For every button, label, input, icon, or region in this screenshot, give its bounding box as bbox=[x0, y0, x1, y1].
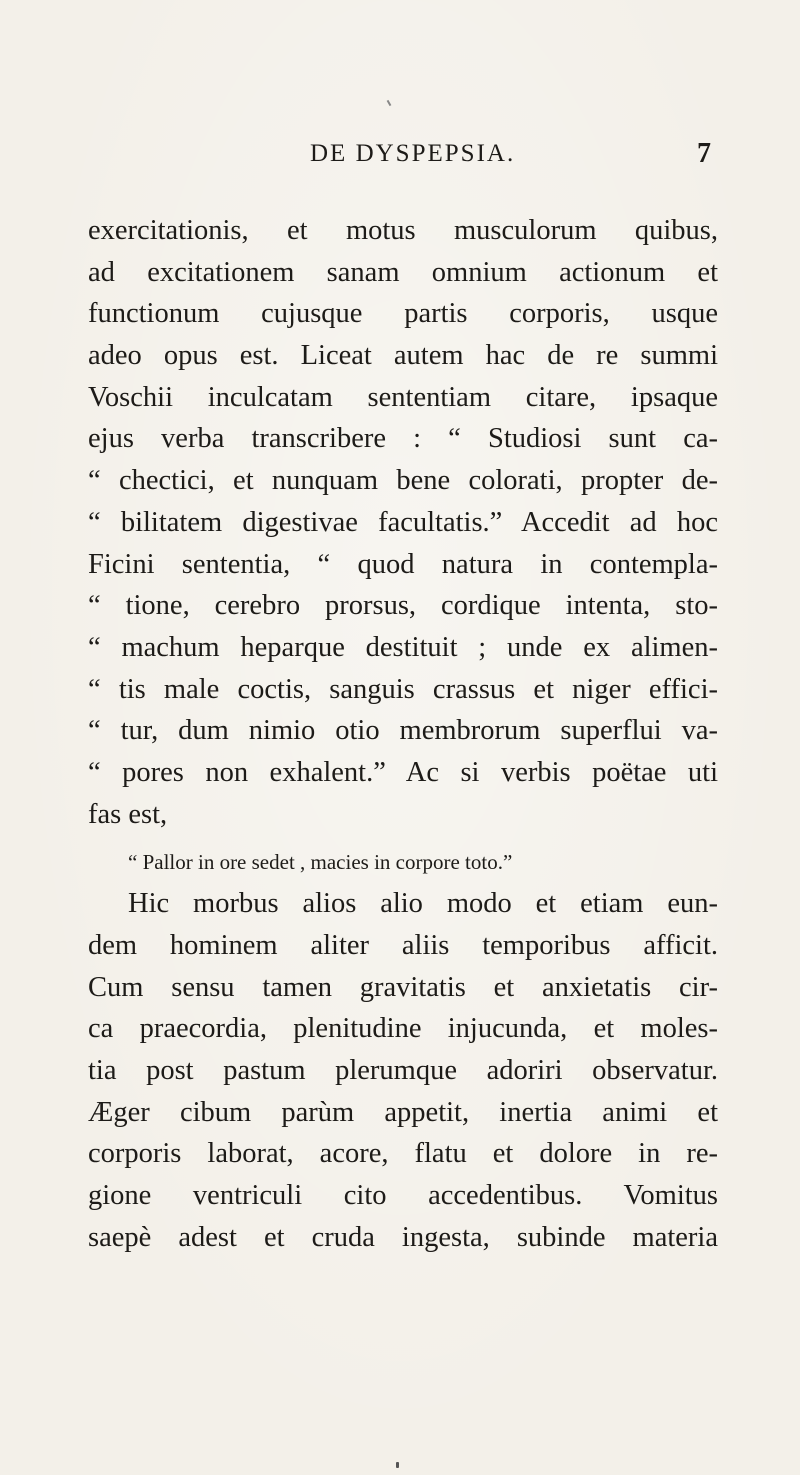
text-line: corporis laborat, acore, flatu et dolore in re- bbox=[88, 1138, 718, 1170]
page-number: 7 bbox=[697, 138, 711, 169]
page-header bbox=[0, 140, 800, 180]
paper-mark bbox=[396, 1462, 399, 1468]
text-line: ejus verba transcribere : “ Studiosi sunt ca- bbox=[88, 423, 718, 455]
body-text bbox=[88, 210, 718, 1259]
text-line: gione ventriculi cito accedentibus. Vomitus bbox=[88, 1180, 718, 1212]
text-line: Cum sensu tamen gravitatis et anxietatis cir- bbox=[88, 971, 718, 1003]
verse-quotation: “ Pallor in ore sedet , macies in corpore toto.” bbox=[128, 850, 513, 875]
paragraph-first-line: Hic morbus alios alio modo et etiam eun- bbox=[128, 888, 718, 920]
running-title: DE DYSPEPSIA. bbox=[310, 140, 516, 167]
paper-mark bbox=[387, 100, 392, 106]
text-line: “ bilitatem digestivae facultatis.” Accedit ad hoc bbox=[88, 506, 718, 538]
text-line: “ chectici, et nunquam bene colorati, propter de- bbox=[88, 465, 718, 497]
text-line: “ tione, cerebro prorsus, cordique intenta, sto- bbox=[88, 590, 718, 622]
text-line: “ machum heparque destituit ; unde ex alimen- bbox=[88, 631, 718, 663]
text-line: adeo opus est. Liceat autem hac de re summi bbox=[88, 340, 718, 372]
text-line: “ tur, dum nimio otio membrorum superflui va- bbox=[88, 715, 718, 747]
text-line: ad excitationem sanam omnium actionum et bbox=[88, 256, 718, 288]
text-line: saepè adest et cruda ingesta, subinde materia bbox=[88, 1221, 718, 1253]
text-line: Ficini sententia, “ quod natura in contempla- bbox=[88, 548, 718, 580]
text-line: fas est, bbox=[88, 798, 168, 830]
text-line: “ tis male coctis, sanguis crassus et niger effici- bbox=[88, 673, 718, 705]
text-line: Æger cibum parùm appetit, inertia animi et bbox=[88, 1096, 718, 1128]
text-line: exercitationis, et motus musculorum quibus, bbox=[88, 215, 718, 246]
text-line: functionum cujusque partis corporis, usque bbox=[88, 298, 718, 330]
text-line: tia post pastum plerumque adoriri observatur. bbox=[88, 1055, 718, 1087]
text-line: Voschii inculcatam sententiam citare, ipsaque bbox=[88, 381, 718, 413]
text-line: “ pores non exhalent.” Ac si verbis poëtae uti bbox=[88, 756, 718, 788]
text-line: ca praecordia, plenitudine injucunda, et moles- bbox=[88, 1013, 718, 1045]
text-line: dem hominem aliter aliis temporibus afficit. bbox=[88, 930, 718, 961]
